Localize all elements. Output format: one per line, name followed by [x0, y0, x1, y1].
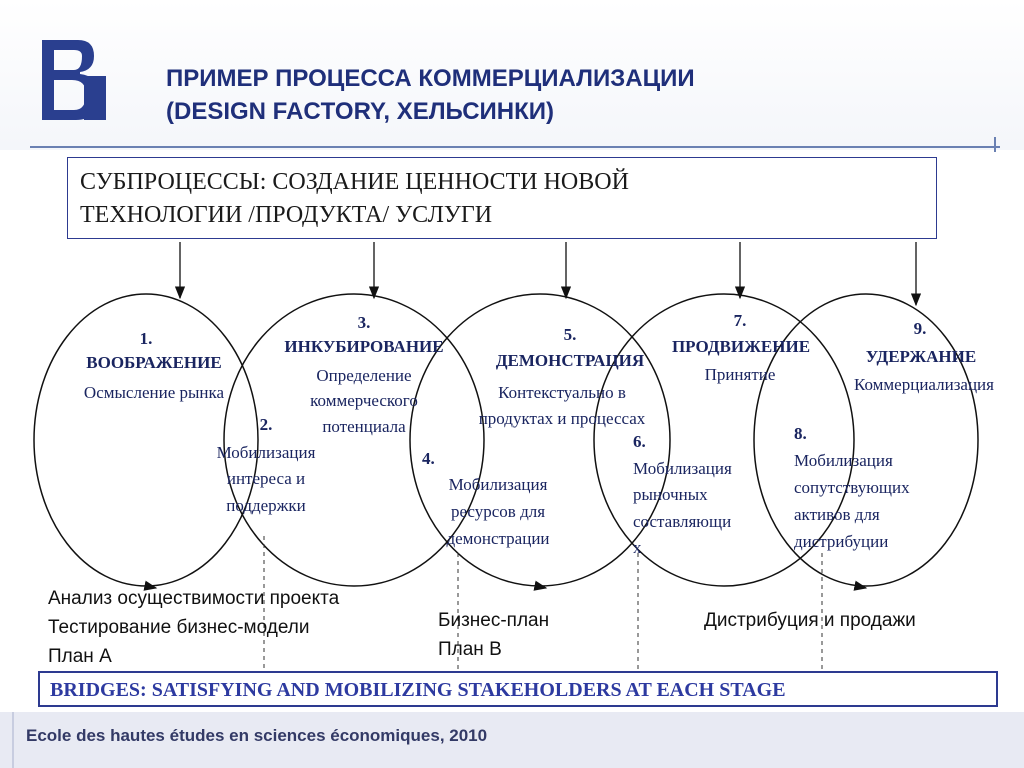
output-group-1-line-3: План А [48, 646, 112, 667]
stage-1-desc: Осмысление рынка [83, 383, 225, 402]
footer-band [0, 712, 1024, 768]
mobilization-2-line-3: поддержки [226, 496, 306, 515]
stage-9-desc: Коммерциализация [854, 375, 994, 394]
stage-5-desc-2: продуктах и процессах [478, 409, 646, 428]
stage-1-number: 1. [139, 329, 153, 348]
mobilization-6-line-3: составляющи [633, 512, 732, 531]
mobilization-6-line-4: х [633, 538, 642, 557]
output-group-2-line-2: План В [438, 639, 502, 660]
stage-1-name: ВООБРАЖЕНИЕ [86, 353, 222, 372]
mobilization-2-line-2: интереса и [226, 469, 306, 488]
mobilization-4-line-2: ресурсов для [450, 502, 546, 521]
stage-3-name: ИНКУБИРОВАНИЕ [284, 337, 444, 356]
stage-5-number: 5. [563, 325, 577, 344]
stage-7-name: ПРОДВИЖЕНИЕ [671, 337, 811, 356]
stage-7-number: 7. [733, 311, 747, 330]
title-line-1: ПРИМЕР ПРОЦЕССА КОММЕРЦИАЛИЗАЦИИ [166, 65, 695, 92]
stage-3-desc-1: Определение [316, 366, 412, 385]
stage-9-name: УДЕРЖАНИЕ [865, 347, 977, 366]
stage-9-number: 9. [913, 319, 927, 338]
mobilization-8-line-1: Мобилизация [794, 451, 893, 470]
mobilization-2-line-1: Мобилизация [216, 443, 316, 462]
mobilization-4-line-1: Мобилизация [448, 475, 548, 494]
mobilization-2-number: 2. [259, 415, 273, 434]
mobilization-6-line-1: Мобилизация [633, 459, 732, 478]
subprocesses-line-1: СУБПРОЦЕССЫ: СОЗДАНИЕ ЦЕННОСТИ НОВОЙ [80, 169, 629, 195]
mobilization-4-line-3: демонстрации [446, 529, 550, 548]
mobilization-6-number: 6. [633, 432, 646, 451]
mobilization-8-line-4: дистрибуции [794, 532, 889, 551]
title-line-2: (DESIGN FACTORY, ХЕЛЬСИНКИ) [166, 98, 555, 125]
output-group-2-line-1: Бизнес-план [438, 610, 550, 631]
stage-3-number: 3. [357, 313, 371, 332]
bridges-text: BRIDGES: SATISFYING AND MOBILIZING STAKEHOLDERS AT EACH STAGE [50, 679, 786, 701]
stage-3-desc-3: потенциала [322, 417, 406, 436]
mobilization-8-line-3: активов для [794, 505, 880, 524]
mobilization-8-line-2: сопутствующих [794, 478, 910, 497]
footer-text: Ecole des hautes études en sciences économiques, 2010 [26, 726, 488, 745]
mobilization-8-number: 8. [794, 424, 807, 443]
mobilization-4-number: 4. [422, 449, 435, 468]
bridges-box [38, 671, 998, 707]
footer-side-rule [12, 712, 14, 768]
stage-3-desc-2: коммерческого [310, 391, 418, 410]
mobilization-6-line-2: рыночных [633, 485, 708, 504]
output-group-3-line-1: Дистрибуция и продажи [704, 610, 916, 631]
subprocesses-line-2: ТЕХНОЛОГИИ /ПРОДУКТА/ УСЛУГИ [80, 202, 493, 228]
output-group-1-line-1: Анализ осуществимости проекта [48, 588, 340, 609]
stage-5-desc-1: Контекстуально в [498, 383, 626, 402]
output-group-1-line-2: Тестирование бизнес-модели [48, 617, 310, 638]
stage-5-name: ДЕМОНСТРАЦИЯ [495, 351, 645, 370]
stage-7-desc: Принятие [704, 365, 776, 384]
